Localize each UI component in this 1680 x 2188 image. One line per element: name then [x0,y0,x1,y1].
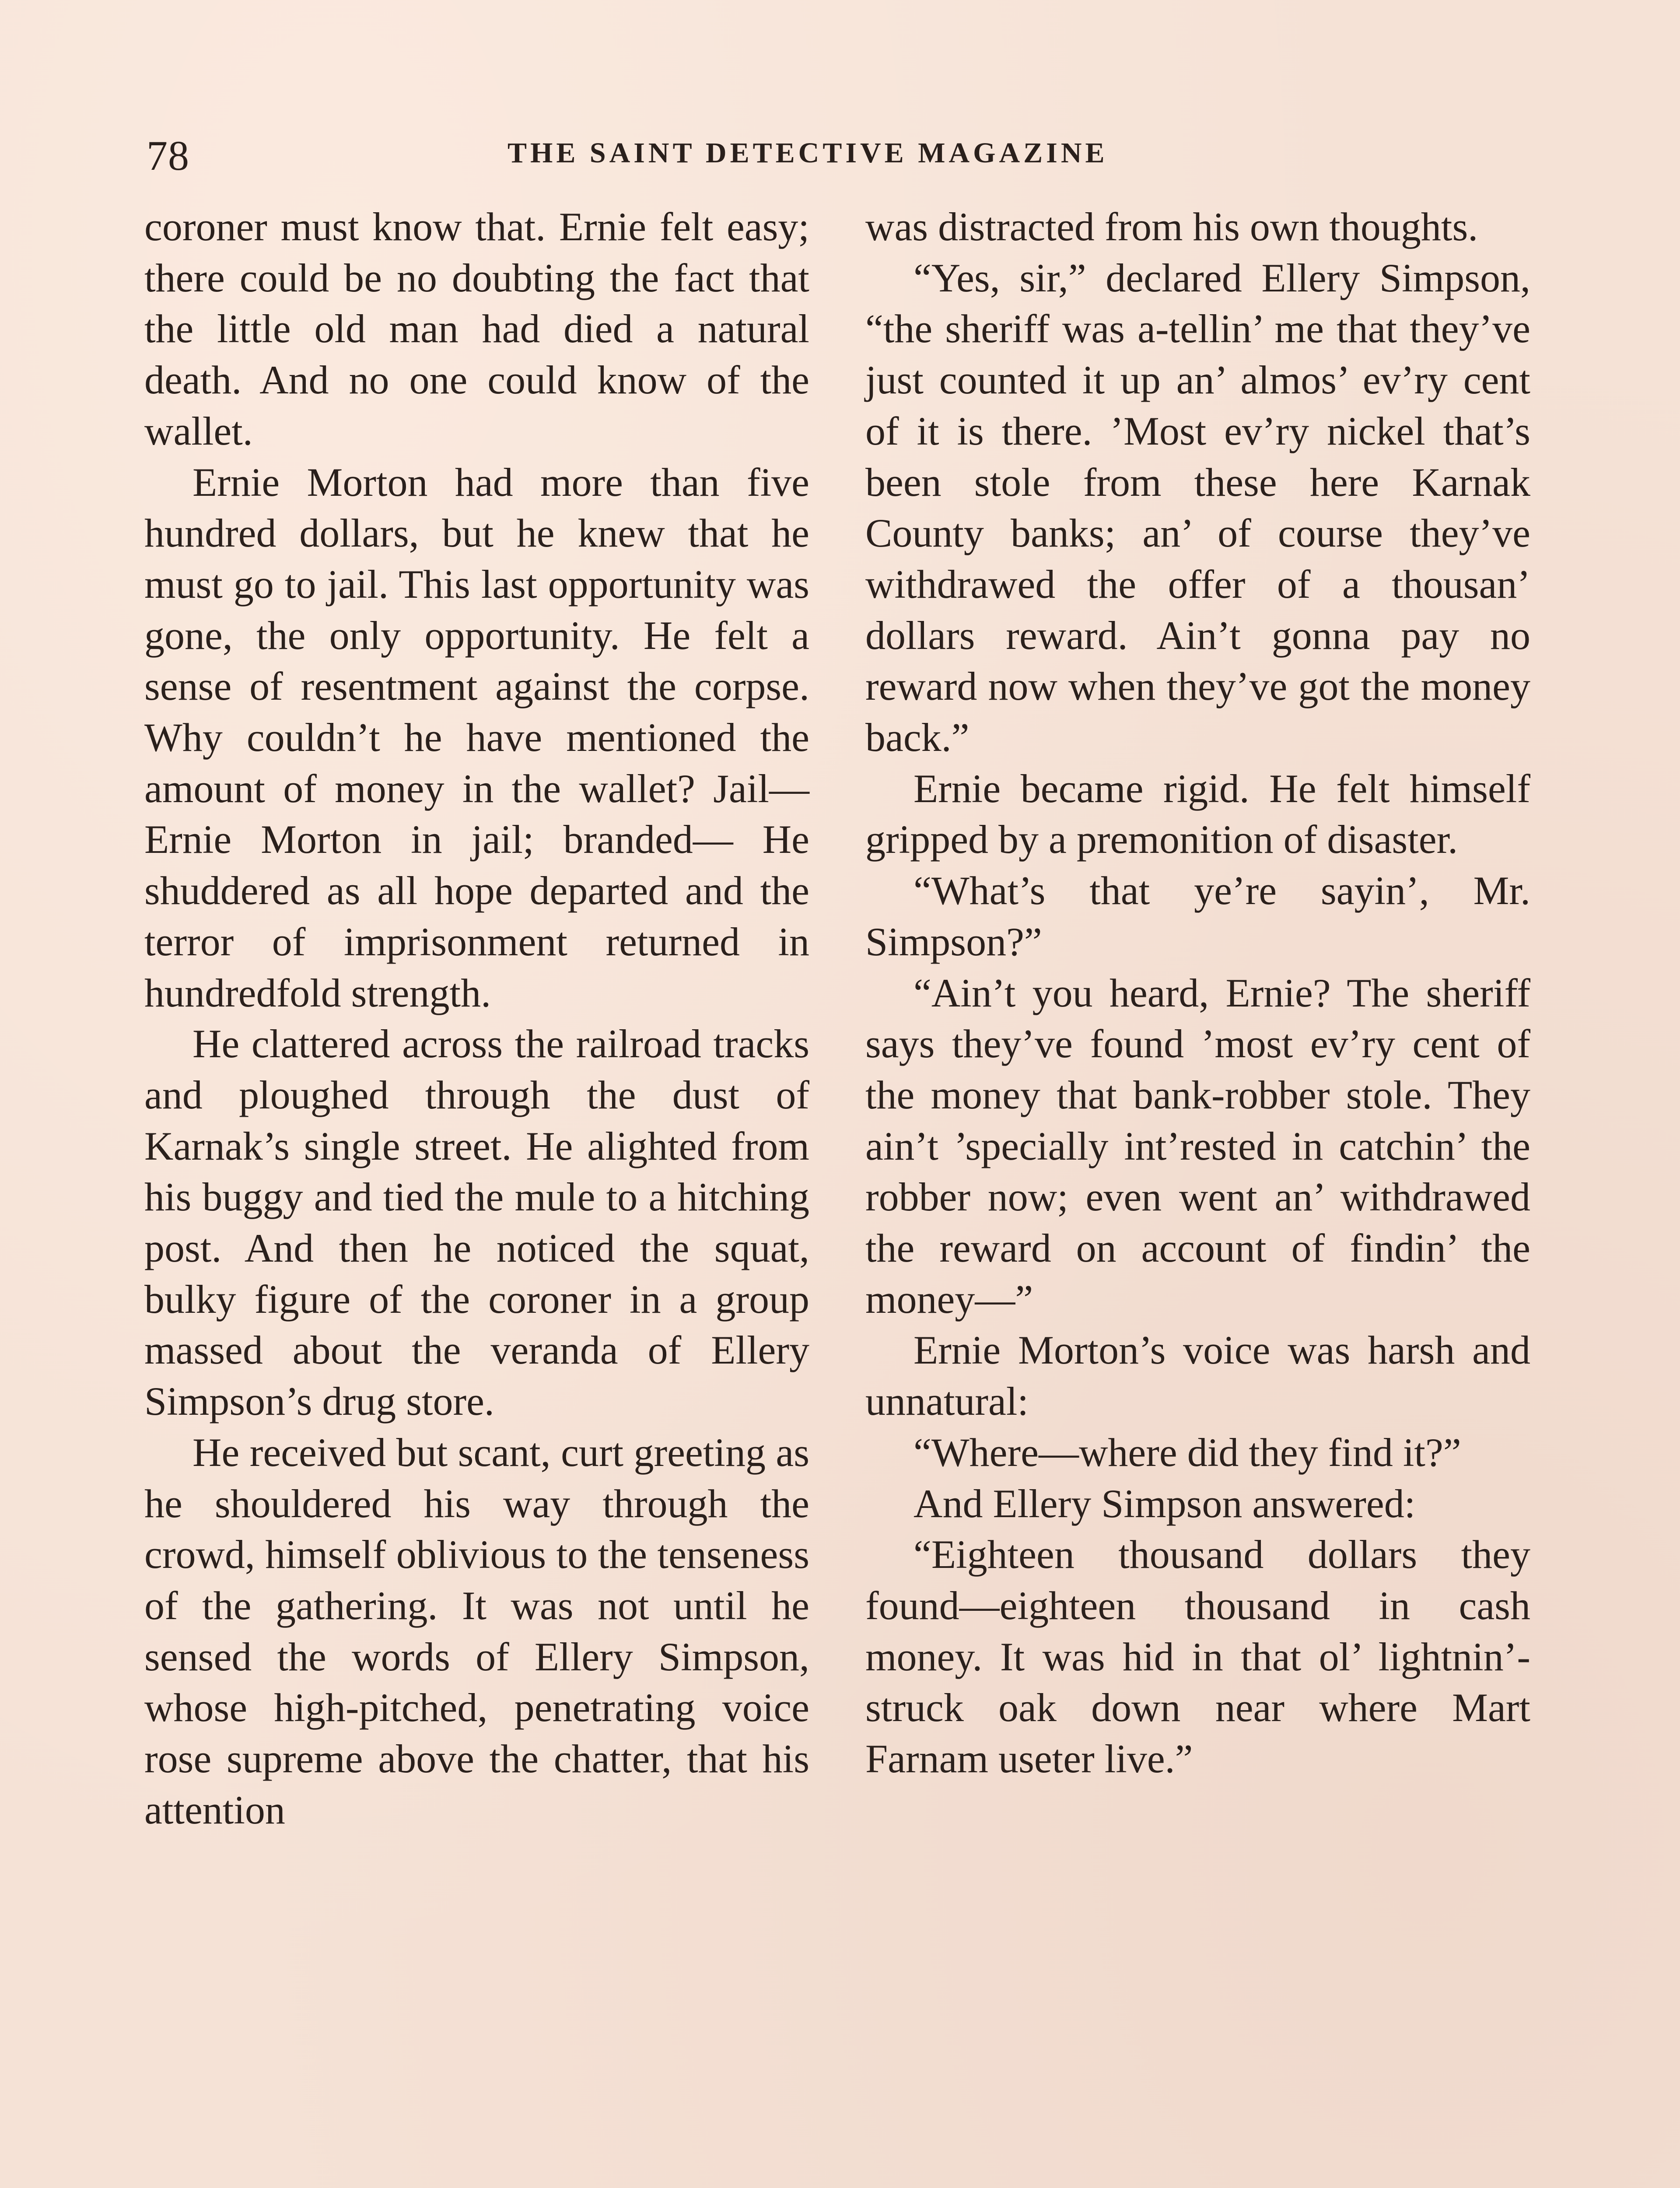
right-text-column [865,201,1530,1785]
left-text-column [144,201,809,1836]
running-title: THE SAINT DETECTIVE MAGAZINE [508,137,1108,169]
paragraph: He received but scant, curt greeting as he shouldered his way through the crowd, himself oblivious to the tenseness of the gathering. It was not until he sensed the words of Ellery Simpson, whose high-pitched, penetrating voice rose supreme above the chatter, that his attention [144,1430,809,1832]
paragraph: And Ellery Simpson answered: [914,1481,1416,1526]
paragraph: Ernie Morton’s voice was harsh and unnatural: [865,1328,1530,1424]
page-number: 78 [147,132,189,179]
paragraph: was distracted from his own thoughts. [865,204,1478,249]
paragraph: “What’s that ye’re sayin’, Mr. Simpson?” [865,868,1530,964]
paragraph: He clattered across the railroad tracks and ploughed through the dust of Karnak’s single street. He alighted from his buggy and tied the mule to a hitching post. And then he noticed the squat, bulky figure of the coroner in a group massed about the veranda of Ellery Simpson’s drug store. [144,1021,809,1424]
paragraph: coroner must know that. Ernie felt easy; there could be no doubting the fact that the little old man had died a natural death. And no one could know of the wallet. [144,204,809,453]
paragraph: Ernie became rigid. He felt himself gripped by a premonition of disaster. [865,766,1530,862]
paragraph: “Yes, sir,” declared Ellery Simpson, “the sheriff was a-tellin’ me that they’ve just counted it up an’ almos’ ev’ry cent of it is there. ’Most ev’ry nickel that’s been stole from these here Karnak County banks; an’ of course they’ve withdrawed the offer of a thousan’ dollars reward. Ain’t gonna pay no reward now when they’ve got the money back.” [865,255,1530,760]
paragraph: “Where—where did they find it?” [914,1430,1461,1475]
paragraph: Ernie Morton had more than five hundred dollars, but he knew that he must go to jail. This last opportunity was gone, the only opportunity. He felt a sense of resentment against the corpse. Why couldn’t he have mentioned the amount of money in the wallet? Jail— Ernie Morton in jail; branded— He shuddered as all hope departed and the terror of imprisonment returned in hundredfold strength. [144,459,809,1015]
paragraph: “Eighteen thousand dollars they found—eighteen thousand in cash money. It was hid in that ol’ lightnin’-struck oak down near where Mart Farnam useter live.” [865,1532,1530,1781]
paragraph: “Ain’t you heard, Ernie? The sheriff says they’ve found ’most ev’ry cent of the money that bank-robber stole. They ain’t ’specially int’rested in catchin’ the robber now; even went an’ withdrawed the reward on account of findin’ the money—” [865,970,1530,1322]
